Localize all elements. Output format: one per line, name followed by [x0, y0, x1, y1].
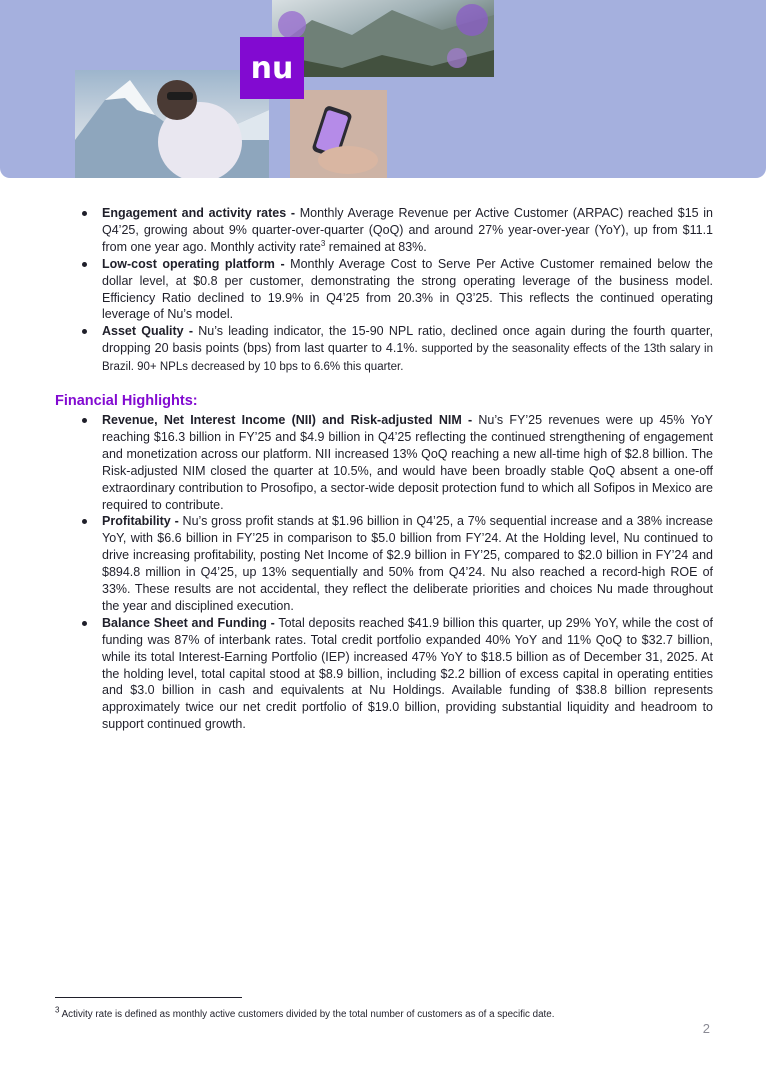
low-cost-label: Low-cost operating platform -	[102, 256, 285, 271]
section-title-financial-highlights: Financial Highlights:	[55, 393, 198, 410]
valley-photo	[272, 0, 494, 77]
asset-quality-text: Nu’s leading indicator, the 15-90 NPL ratio, declined once again during the fourth quarter, dropping 20 basis points (bps) from last quarter to 4.1%.	[102, 324, 713, 356]
asset-quality-label: Asset Quality -	[102, 324, 194, 339]
low-cost-text: Monthly Average Cost to Serve Per Active Customer remained below the dollar level, at $0.8 per customer, demonstrating the strong operating leverage of the business model. Efficiency Ratio declined to 19.9% in Q4’25 from 20.3% in Q3’25. This reflects the continued operating leverage of Nu’s model.	[102, 256, 713, 322]
engagement-label: Engagement and activity rates -	[102, 206, 296, 220]
footnote-ref: 3	[320, 238, 326, 248]
profitability-label: Profitability -	[102, 514, 179, 529]
list-item-revenue	[55, 412, 713, 513]
engagement-text: Monthly Average Revenue per Active Customer (ARPAC) reached $15 in Q4’25, growing about 9% quarter-over-quarter (QoQ) and around 27% year-over-year (YoY), up from $11.1 from one year ago. Monthly activity rate	[102, 206, 713, 254]
footnote-marker: 3	[55, 1005, 60, 1015]
profitability-text: Nu’s gross profit stands at $1.96 billion in Q4’25, a 7% sequential increase and a 38% increase YoY, with $6.6 billion in FY’25 in comparison to $5.0 billion from FY’24. At the Holding level, Nu continued to drive increasing profitability, posting Net Income of $2.9 billion in FY’25, compared to $2.0 billion in FY’24 and $894.8 million in Q4’25, up 13% sequentially and 50% from Q4’24. Nu also reached a record-high ROE of 33%. These results are not accidental, they reflect the deliberate priorities and choices Nu made throughout the year and disciplined execution.	[102, 514, 713, 613]
balance-sheet-label: Balance Sheet and Funding -	[102, 615, 275, 630]
logo-text: nu	[250, 50, 294, 86]
financial-bullet-list	[55, 412, 713, 733]
footnote	[55, 1005, 675, 1021]
list-item-engagement	[55, 205, 713, 256]
revenue-label: Revenue, Net Interest Income (NII) and Risk-adjusted NIM -	[102, 412, 473, 427]
asset-quality-text-small: supported by the seasonality effects of the 13th salary in Brazil. 90+ NPLs decreased by 10 bps to 6.6% this quarter.	[102, 343, 713, 374]
footnote-text: Activity rate is defined as monthly active customers divided by the total number of customers as of a specific date.	[59, 1009, 555, 1020]
main-content	[55, 205, 713, 733]
revenue-text: Nu’s FY’25 revenues were up 45% YoY reaching $16.3 billion in FY’25 and $4.9 billion in Q4’25 reflecting the continued strengthening of engagement and monetization across our platform. NII increased 13% QoQ reaching a new all-time high of $2.8 billion. The Risk-adjusted NIM closed the quarter at 10.5%, and would have been broadly stable QoQ absent a one-off extraordinary contribution to Prosofipo, a sector-wide deposit protection fund to which all Sofipos in Mexico are required to contribute.	[102, 412, 713, 512]
nubank-logo	[240, 37, 304, 99]
list-item-asset-quality	[55, 323, 713, 376]
list-item-balance-sheet	[55, 615, 713, 733]
list-item-low-cost	[55, 256, 713, 324]
footnote-divider	[55, 997, 242, 998]
list-item-profitability	[55, 513, 713, 614]
phone-photo	[290, 90, 387, 178]
header-banner	[0, 0, 766, 178]
page-number: 2	[702, 1021, 710, 1036]
balance-sheet-text: Total deposits reached $41.9 billion this quarter, up 29% YoY, while the cost of funding was 87% of interbank rates. Total credit portfolio expanded 40% YoY and 11% QoQ to $32.7 billion, while its total Interest-Earning Portfolio (IEP) increased 47% YoY to $18.5 billion as of December 31, 2025. At the holding level, total capital stood at $8.9 billion, including $2.2 billion of excess capital in operating entities and $3.0 billion in cash and equivalents at Nu Holdings. Available funding of $38.8 billion represents approximately twice our net credit portfolio of $19.0 billion, providing substantial liquidity and headroom to support continued growth.	[102, 615, 713, 732]
kpi-bullet-list	[55, 205, 713, 376]
engagement-text-end: remained at 83%.	[325, 239, 427, 254]
